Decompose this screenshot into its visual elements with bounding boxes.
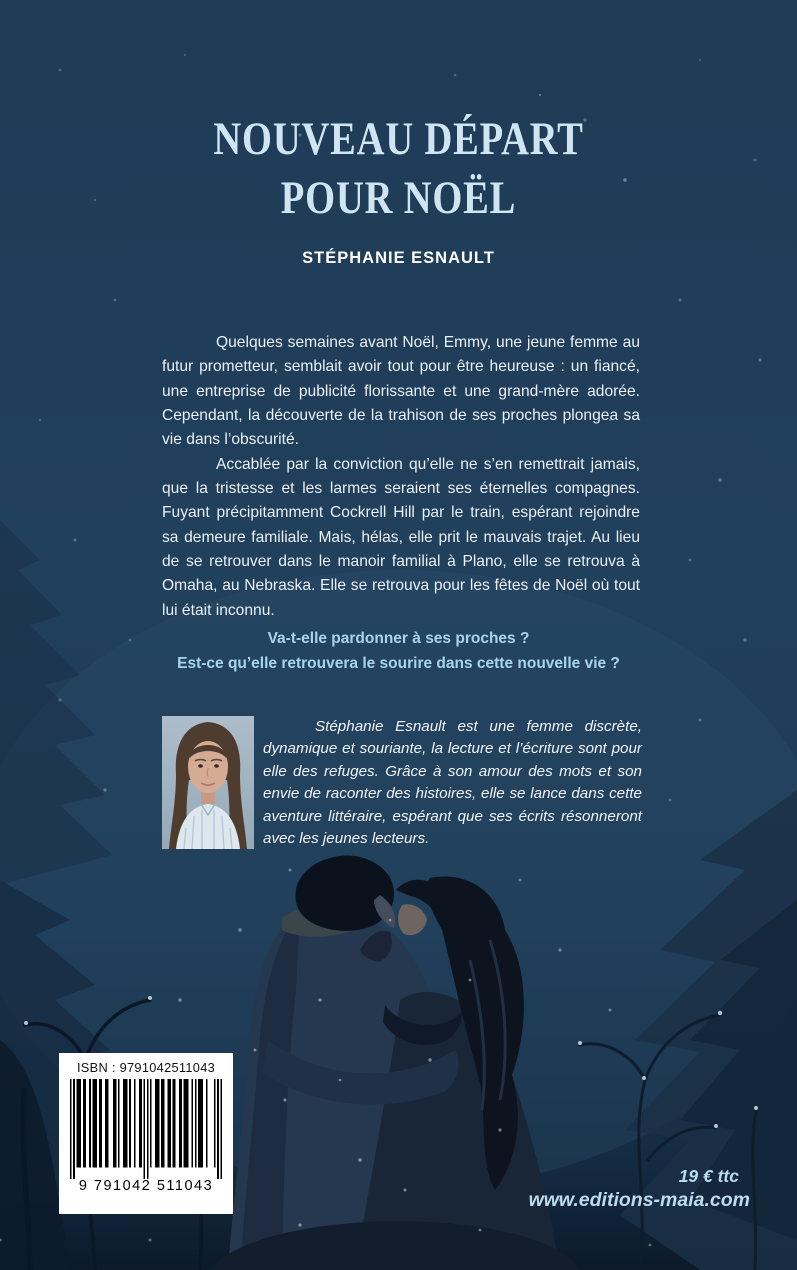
pricing-block: [529, 1165, 750, 1213]
author-bio-text: Stéphanie Esnault est une femme discrète, dynamique et souriante, la lecture et l’écriture sont pour elle des refuges. Grâce à son amour des mots et son envie de raconter des histoires, elle se lance dans cette aventure littéraire, espérant que ses écrits résonneront avec les jeunes lecteurs.: [263, 718, 642, 848]
author-bio-section: [162, 716, 642, 850]
isbn-barcode-box: [59, 1053, 233, 1214]
barcode-digits: 9 791042 511043: [78, 1178, 214, 1194]
author-name: STÉPHANIE ESNAULT: [302, 249, 495, 267]
author-portrait-drawing: [162, 716, 254, 849]
publisher-website-url[interactable]: www.editions-maia.com: [528, 1189, 750, 1211]
teaser-question-1: Va-t-elle pardonner à ses proches ?: [267, 630, 530, 647]
left-eye: [198, 764, 203, 767]
author-photo: [162, 716, 254, 849]
right-eye: [214, 764, 219, 767]
isbn-label: ISBN : 9791042511043: [76, 1060, 216, 1075]
barcode-bars: [70, 1079, 222, 1179]
teaser-question-2: Est-ce qu’elle retrouvera le sourire dans cette nouvelle vie ?: [177, 655, 620, 672]
price: 19 € ttc: [678, 1166, 739, 1186]
synopsis-paragraph-1: Quelques semaines avant Noël, Emmy, une jeune femme au futur prometteur, semblait avoir tout pour être heureuse : un fiancé, une entreprise de publicité florissante et une grand-mère adorée. Cependant, la découverte de la trahison de ses proches plongea sa vie dans l’obscurité.: [162, 334, 640, 449]
synopsis-paragraph-2: Accablée par la conviction qu’elle ne s’en remettrait jamais, que la tristesse et les larmes seraient ses éternelles compagnes. Fuyant précipitamment Cockrell Hill par le train, espérant rejoindre sa demeure familiale. Mais, hélas, elle prit le mauvais trajet. Au lieu de se retrouver dans le manoir familial à Plano, elle se retrouva à Omaha, au Nebraska. Elle se retrouva pour les fêtes de Noël où tout lui était inconnu.: [162, 455, 640, 619]
book-title: [72, 110, 726, 228]
book-title-line2: POUR NOËL: [280, 172, 517, 224]
book-title-line1: NOUVEAU DÉPART: [213, 113, 584, 165]
synopsis: [162, 331, 640, 623]
teaser-questions: [0, 626, 797, 676]
